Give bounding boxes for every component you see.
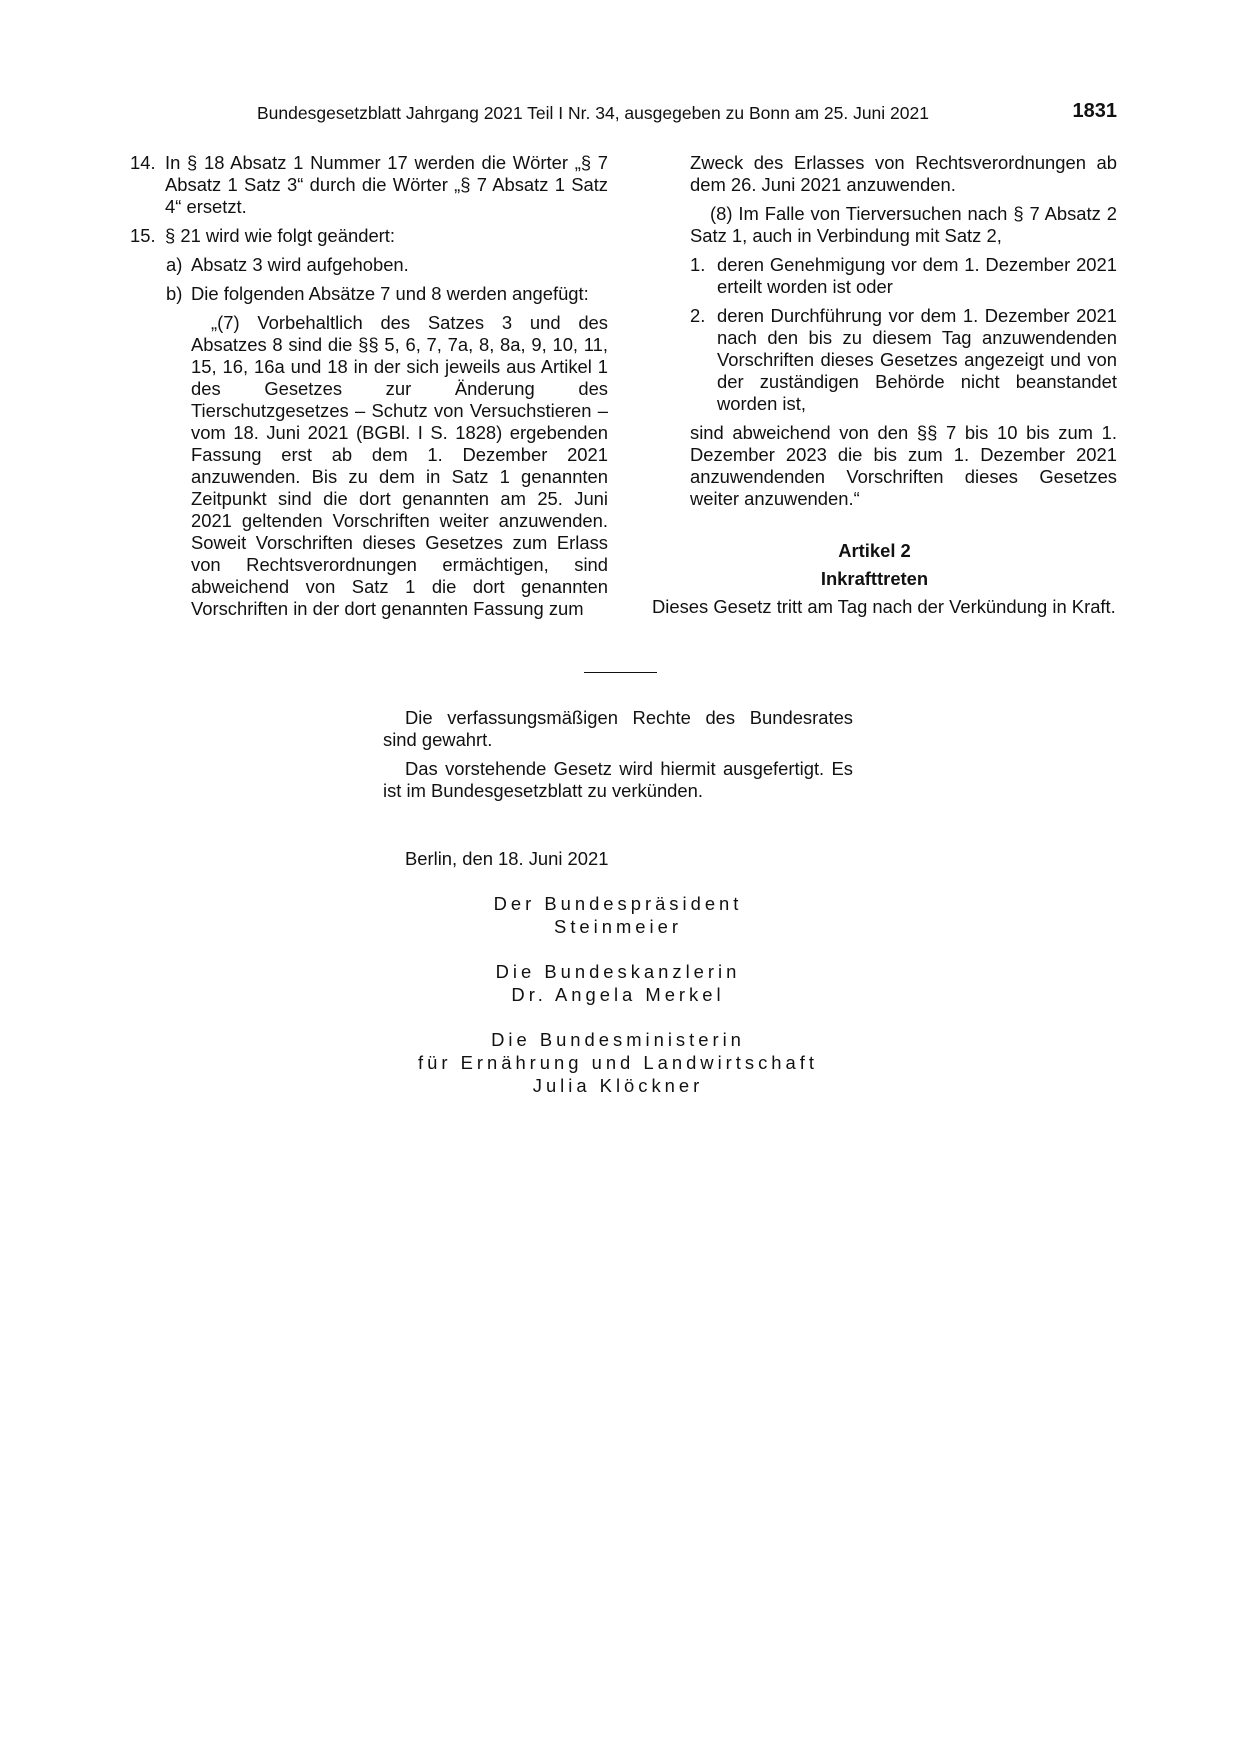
signature-office: Die Bundesministerin bbox=[491, 1029, 745, 1050]
item-number: 1. bbox=[690, 254, 706, 275]
continuation-text: Zweck des Erlasses von Rechtsverordnungen ab dem 26. Juni 2021 anzuwenden. bbox=[690, 152, 1117, 195]
signature-office: Die Bundeskanzlerin bbox=[495, 961, 741, 982]
right-column bbox=[632, 152, 1117, 625]
item-text: deren Durchführung vor dem 1. Dezember 2021 nach den bis zu diesem Tag anzuwendenden Vorschriften dieses Gesetzes angezeigt und von der zuständigen Behörde nicht beanstandet worden ist, bbox=[717, 305, 1117, 414]
page-header bbox=[257, 100, 1117, 126]
item-text: In § 18 Absatz 1 Nummer 17 werden die Wörter „§ 7 Absatz 1 Satz 3“ durch die Wörter „§ 7 Absatz 1 Satz 4“ ersetzt. bbox=[165, 152, 608, 217]
sub-item-a bbox=[130, 254, 608, 276]
sub-item-text: Die folgenden Absätze 7 und 8 werden angefügt: bbox=[191, 283, 589, 304]
list-item-14 bbox=[130, 152, 608, 218]
place-date: Berlin, den 18. Juni 2021 bbox=[405, 848, 609, 869]
quoted-paragraph-7: „(7) Vorbehaltlich des Satzes 3 und des Absatzes 8 sind die §§ 5, 6, 7, 7a, 8, 8a, 9, 10, 11, 15, 16, 16a und 18 in der sich jeweils aus Artikel 1 des Gesetzes zur Änderung des Tierschutzgesetzes – Schutz von Versuchstieren – vom 18. Juni 2021 (BGBl. I S. 1828) ergebenden Fassung erst ab dem 1. Dezember 2021 anzuwenden. Bis zu dem in Satz 1 genannten Zeitpunkt sind die dort genannten am 25. Juni 2021 geltenden Vorschriften weiter anzuwenden. Soweit Vorschriften dieses Gesetzes zum Erlass von Rechtsverordnungen ermächtigen, sind abweichend von Satz 1 die dort genannten Vorschriften in der dort genannten Fassung zum bbox=[191, 312, 608, 619]
closing-clause: sind abweichend von den §§ 7 bis 10 bis zum 1. Dezember 2023 die bis zum 1. Dezember 2021 anzuwendenden Vorschriften dieses Gesetzes weiter anzuwenden.“ bbox=[690, 422, 1117, 509]
item-number: 14. bbox=[130, 152, 156, 173]
list-item-1 bbox=[690, 254, 1117, 298]
item-text: § 21 wird wie folgt geändert: bbox=[165, 225, 396, 246]
sub-item-b bbox=[130, 283, 608, 305]
signature-block-president bbox=[383, 893, 853, 939]
list-item-2 bbox=[690, 305, 1117, 415]
signature-name: Julia Klöckner bbox=[532, 1075, 704, 1096]
article-text: Dieses Gesetz tritt am Tag nach der Verkündung in Kraft. bbox=[652, 596, 1116, 617]
signature-office: Der Bundespräsident bbox=[493, 893, 743, 914]
signature-name: Dr. Angela Merkel bbox=[511, 984, 725, 1005]
item-number: 15. bbox=[130, 225, 156, 246]
signature-name: Steinmeier bbox=[554, 916, 682, 937]
signature-block-chancellor bbox=[383, 961, 853, 1007]
list-item-15 bbox=[130, 225, 608, 247]
item-number: 2. bbox=[690, 305, 706, 326]
page-number: 1831 bbox=[1072, 100, 1117, 122]
signature-block-minister bbox=[383, 1029, 853, 1098]
sub-item-letter: a) bbox=[166, 254, 183, 275]
closing-formula bbox=[383, 707, 853, 809]
article-number: Artikel 2 bbox=[838, 540, 911, 561]
sub-item-text: Absatz 3 wird aufgehoben. bbox=[191, 254, 409, 275]
left-column bbox=[130, 152, 608, 620]
sub-item-letter: b) bbox=[166, 283, 183, 304]
separator-rule bbox=[584, 672, 657, 673]
item-text: deren Genehmigung vor dem 1. Dezember 2021 erteilt worden ist oder bbox=[717, 254, 1117, 297]
signature-office-department: für Ernährung und Landwirtschaft bbox=[418, 1052, 818, 1073]
bundesrat-rights: Die verfassungsmäßigen Rechte des Bundesrates sind gewahrt. bbox=[383, 707, 853, 750]
paragraph-8: (8) Im Falle von Tierversuchen nach § 7 Absatz 2 Satz 1, auch in Verbindung mit Satz 2, bbox=[690, 203, 1117, 246]
execution-statement: Das vorstehende Gesetz wird hiermit ausgefertigt. Es ist im Bundesgesetzblatt zu verkünden. bbox=[383, 758, 853, 801]
running-title: Bundesgesetzblatt Jahrgang 2021 Teil I Nr. 34, ausgegeben zu Bonn am 25. Juni 2021 bbox=[257, 103, 929, 123]
article-title: Inkrafttreten bbox=[820, 568, 929, 589]
